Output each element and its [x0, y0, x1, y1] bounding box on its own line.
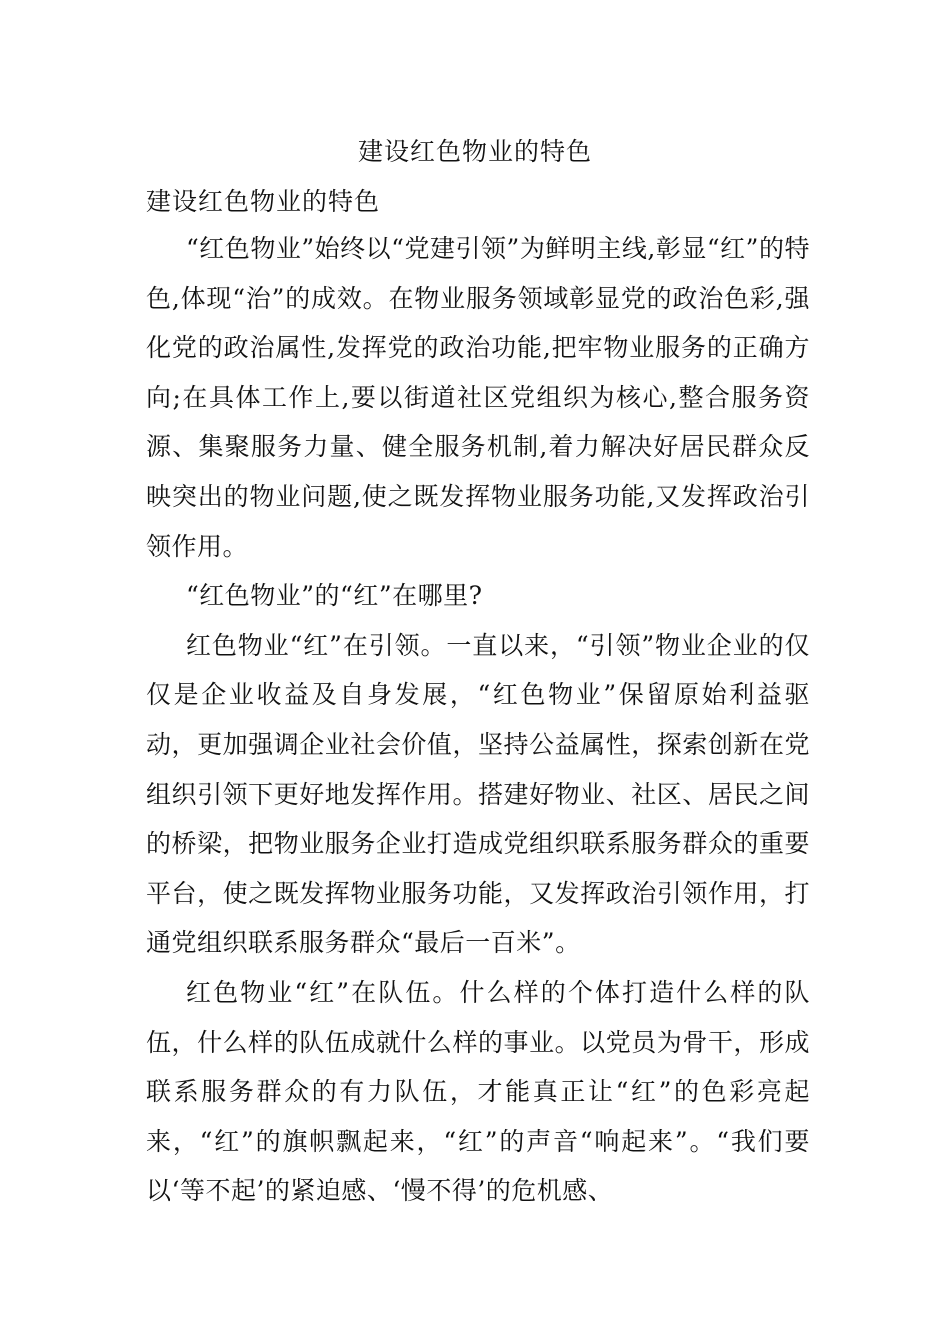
paragraph-2: “红色物业”的“红”在哪里? — [186, 581, 483, 611]
document-subtitle: 建设红色物业的特色 — [146, 187, 381, 216]
paragraph-3: 红色物业“红”在引领。一直以来，“引领”物业企业的仅仅是企业收益及自身发展，“红色物业”保留原始利益驱动，更加强调企业社会价值，坚持公益属性，探索创新在党组织引领下更好地发挥作用。搭建好物业、社区、居民之间的桥梁，把物业服务企业打造成党组织联系服务群众的重要平台，使之既发挥物业服务功能，又发挥政治引领作用，打通党组织联系服务群众“最后一百米”。 — [146, 630, 810, 958]
document-body — [146, 224, 810, 1216]
paragraph-1: “红色物业”始终以“党建引领”为鲜明主线,彰显“红”的特色,体现“治”的成效。在物业服务领域彰显党的政治色彩,强化党的政治属性,发挥党的政治功能,把牢物业服务的正确方向;在具体工作上,要以街道社区党组织为核心,整合服务资源、集聚服务力量、健全服务机制,着力解决好居民群众反映突出的物业问题,使之既发挥物业服务功能,又发挥政治引领作用。 — [146, 234, 810, 561]
paragraph-4: 红色物业“红”在队伍。什么样的个体打造什么样的队伍，什么样的队伍成就什么样的事业。以党员为骨干，形成联系服务群众的有力队伍，才能真正让“红”的色彩亮起来，“红”的旗帜飘起来，“红”的声音“响起来”。“我们要以‘等不起’的紧迫感、‘慢不得’的危机感、 — [146, 977, 810, 1206]
document-title: 建设红色物业的特色 — [357, 137, 592, 166]
